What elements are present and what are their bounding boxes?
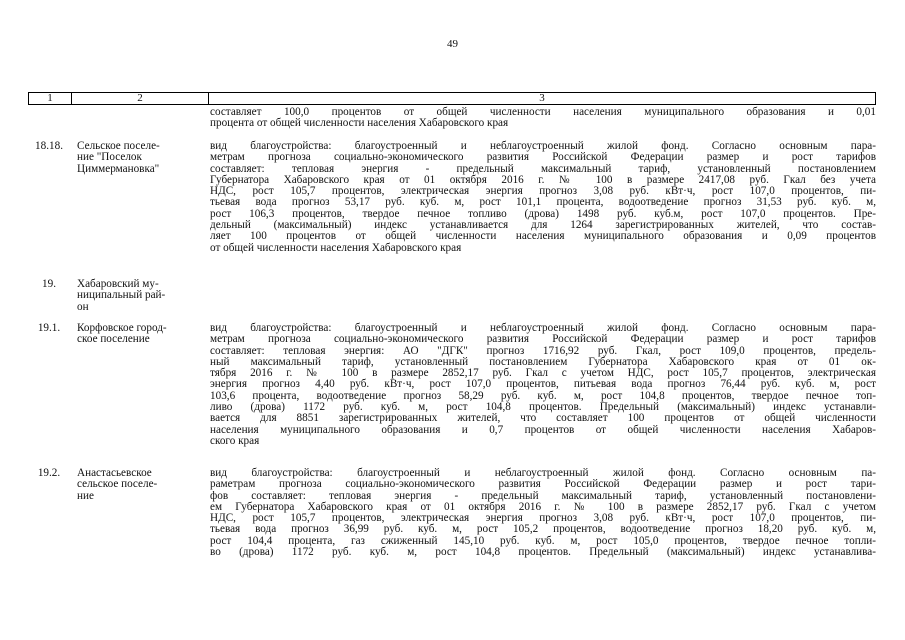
column-header-2: 2 bbox=[72, 93, 209, 104]
tariff-description bbox=[210, 323, 876, 447]
description-line: тября 2016 г. № 100 в размере 2852,17 руб. Гкал с учетом НДС, рост 105,7 процентов, электрическая bbox=[210, 367, 876, 380]
tariff-description bbox=[210, 107, 876, 130]
municipality-name bbox=[77, 279, 207, 313]
description-line: метрам прогноза социально-экономического развития Российской Федерации размер и рост тарифов bbox=[210, 151, 876, 164]
table-header bbox=[28, 92, 876, 105]
description-line: НДС, рост 105,7 процентов, электрическая энергия прогноз 3,08 руб. кВт·ч, рост 107,0 процентов, пи- bbox=[210, 185, 876, 198]
description-line: тьевая вода прогноз 53,17 руб. куб. м, рост 101,1 процента, водоотведение прогноз 31,53 руб. куб. м, bbox=[210, 196, 876, 209]
row-number: 19.1. bbox=[37, 322, 61, 334]
description-line: дельный (максимальный) индекс устанавливается для 1264 зарегистрированных жителей, что состав- bbox=[210, 219, 876, 232]
description-line: составляет: тепловая энергия - предельный максимальный тариф, установленный постановлением bbox=[210, 162, 876, 175]
name-line: Циммермановка" bbox=[77, 162, 160, 175]
municipality-name bbox=[77, 323, 207, 346]
row-number: 18.18. bbox=[35, 140, 63, 152]
description-line: процента от общей численности населения Хабаровского края bbox=[210, 117, 509, 130]
tariff-description bbox=[210, 468, 876, 558]
name-line: Корфовское город- bbox=[77, 322, 167, 334]
description-line: ливо (дрова) 1172 руб. куб. м, рост 104,8 процентов. Предельный (максимальный) индекс устанавли- bbox=[210, 401, 876, 414]
row-number: 19.2. bbox=[37, 467, 61, 479]
description-line: вид благоустройства: благоустроенный и неблагоустроенный жилой фонд. Согласно основным па- bbox=[210, 467, 876, 479]
description-line: фов составляет: тепловая энергия - предельный максимальный тариф, установленный постановлени- bbox=[210, 489, 876, 502]
municipality-name bbox=[77, 468, 207, 502]
description-line: энергия прогноз 4,40 руб. кВт·ч, рост 107,0 процентов, питьевая вода прогноз 76,44 руб. куб. м, рост bbox=[210, 378, 876, 391]
description-line: вид благоустройства: благоустроенный и неблагоустроенный жилой фонд. Согласно основным пара- bbox=[210, 140, 876, 152]
name-line: сельское поселе- bbox=[77, 478, 158, 491]
description-line: рост 104,4 процента, газ сжиженный 145,10 руб. куб. м, рост 105,0 процентов, твердое печное топли- bbox=[210, 534, 876, 547]
row-number: 19. bbox=[42, 278, 56, 290]
description-line: раметрам прогноза социально-экономического развития Российской Федерации размер и рост тари- bbox=[210, 478, 876, 491]
name-line: ское поселение bbox=[77, 333, 150, 346]
description-line: вид благоустройства: благоустроенный и неблагоустроенный жилой фонд. Согласно основным пара- bbox=[210, 322, 876, 334]
name-line: ние bbox=[77, 489, 94, 502]
description-line: Губернатора Хабаровского края от 01 октября 2016 г. № 100 в размере 2417,08 руб. Гкал без учета bbox=[210, 173, 876, 186]
description-line: населения муниципального образования и 0,7 процентов от общей численности населения Хабаров- bbox=[210, 423, 876, 436]
name-line: Анастасьевское bbox=[77, 467, 152, 479]
name-line: ниципальный рай- bbox=[77, 289, 166, 302]
description-line: ляет 100 процентов от общей численности населения муниципального образования и 0,09 процентов bbox=[210, 230, 876, 243]
name-line: Хабаровский му- bbox=[77, 278, 159, 290]
name-line: Сельское поселе- bbox=[77, 140, 160, 152]
municipality-name bbox=[77, 141, 207, 175]
description-line: рост 106,3 процентов, твердое печное топливо (дрова) 1498 руб. куб.м, рост 107,0 процентов. Пре- bbox=[210, 207, 876, 220]
name-line: ние "Поселок bbox=[77, 151, 142, 164]
page-number: 49 bbox=[447, 38, 458, 50]
description-line: ем Губернатора Хабаровского края от 01 октября 2016 г. № 100 в размере 2852,17 руб. Гкал с учетом bbox=[210, 500, 876, 513]
description-line: НДС, рост 105,7 процентов, электрическая энергия прогноз 3,08 руб. кВт·ч, рост 107,0 процентов, пи- bbox=[210, 512, 876, 525]
name-line: он bbox=[77, 300, 89, 313]
column-header-3: 3 bbox=[539, 92, 545, 104]
tariff-description bbox=[210, 141, 876, 254]
description-line: метрам прогноза социально-экономического развития Российской Федерации размер и рост тарифов bbox=[210, 333, 876, 346]
description-line: составляет 100,0 процентов от общей численности населения муниципального образования и 0,01 bbox=[210, 106, 876, 118]
description-line: от общей численности населения Хабаровского края bbox=[210, 241, 462, 254]
description-line: ный максимальный тариф, установленный постановлением Губернатора Хабаровского края от 01 ок- bbox=[210, 355, 876, 368]
description-line: вается для 8851 зарегистрированных жителей, что составляет 100 процентов от общей численности bbox=[210, 412, 876, 425]
description-line: тьевая вода прогноз 36,99 руб. куб. м, рост 105,2 процентов, водоотведение прогноз 18,20 руб. куб. м, bbox=[210, 523, 876, 536]
description-line: составляет: тепловая энергия: АО "ДГК" прогноз 1716,92 руб. Гкал, рост 109,0 процентов, предель- bbox=[210, 344, 876, 357]
column-header-1: 1 bbox=[29, 93, 72, 104]
description-line: во (дрова) 1172 руб. куб. м, рост 104,8 процентов. Предельный (максимальный) индекс устанавлива- bbox=[210, 546, 876, 559]
description-line: ского края bbox=[210, 434, 260, 447]
description-line: 103,6 процента, водоотведение прогноз 58,29 руб. куб. м, рост 104,8 процентов, твердое печное топ- bbox=[210, 389, 876, 402]
